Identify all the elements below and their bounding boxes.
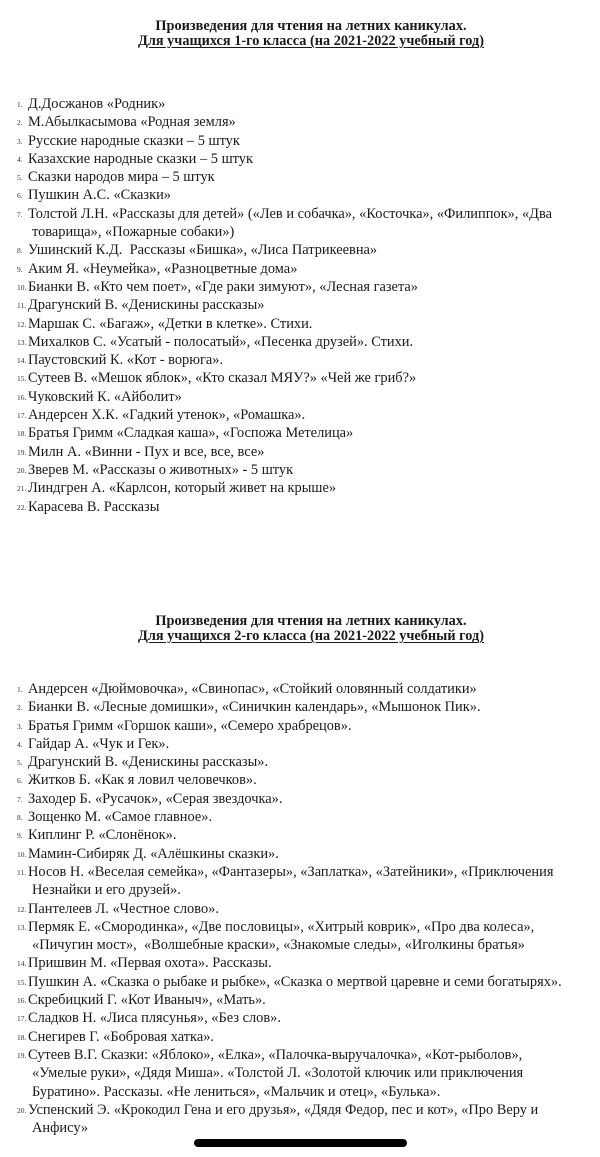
reading-list-grade-2 xyxy=(0,613,600,1137)
item-text: Андерсен Х.К. «Гадкий утенок», «Ромашка». xyxy=(28,407,306,424)
list-item xyxy=(0,735,590,753)
item-text: Пушкин А. «Сказка о рыбаке и рыбке», «Сказка о мертвой царевне и семи богатырях». xyxy=(28,973,562,990)
item-number: 12. xyxy=(17,904,27,914)
item-text: Гайдар А. «Чук и Гек». xyxy=(28,735,170,752)
item-number: 11. xyxy=(17,867,27,877)
list-item xyxy=(0,406,590,424)
item-text-continued: «Умелые руки», «Дядя Миша». «Толстой Л. «Золотой ключик или приключения xyxy=(32,1065,524,1082)
item-text: Андерсен «Дюймовочка», «Свинопас», «Стойкий оловянный солдатики» xyxy=(28,681,477,697)
item-number: 19. xyxy=(17,447,27,457)
item-text: Аким Я. «Неумейка», «Разноцветные дома» xyxy=(28,260,298,277)
item-text: Пермяк Е. «Смородинка», «Две пословицы», «Хитрый коврик», «Про два колеса», xyxy=(28,918,535,935)
section-subtitle-text: Для учащихся 2-го класса (на 2021-2022 учебный год) xyxy=(137,628,484,644)
list-item xyxy=(0,1009,590,1027)
item-text: Скребицкий Г. «Кот Иваныч», «Мать». xyxy=(28,992,266,1009)
list-item xyxy=(0,260,590,278)
list-item xyxy=(0,113,590,131)
item-text: Милн А. «Винни - Пух и все, все, все» xyxy=(28,443,265,460)
list-item xyxy=(0,790,590,808)
item-number: 13. xyxy=(17,922,27,932)
list-item xyxy=(0,296,590,314)
item-number: 6. xyxy=(17,191,23,201)
item-text: Братья Гримм «Сладкая каша», «Госпожа Метелица» xyxy=(28,425,354,442)
item-number: 11. xyxy=(17,301,27,311)
list-item xyxy=(0,461,590,479)
list-item xyxy=(0,680,590,698)
list-item xyxy=(0,369,590,387)
list-item xyxy=(0,150,590,168)
book-list xyxy=(0,95,590,516)
list-item xyxy=(0,863,590,900)
item-text-continued: «Пичугин мост», «Волшебные краски», «Знакомые следы», «Иголкины братья» xyxy=(32,937,525,954)
item-number: 13. xyxy=(17,337,27,347)
item-text-continued: Анфису» xyxy=(32,1120,89,1137)
list-item xyxy=(0,900,590,918)
item-text: Бианки В. «Кто чем поет», «Где раки зимуют», «Лесная газета» xyxy=(28,278,418,295)
list-item xyxy=(0,753,590,771)
item-text: Мамин-Сибиряк Д. «Алёшкины сказки». xyxy=(28,845,279,862)
item-number: 20. xyxy=(17,1105,27,1115)
item-text-continued: товарища», «Пожарные собаки») xyxy=(32,224,235,241)
item-number: 14. xyxy=(17,356,27,366)
item-text: Снегирев Г. «Бобровая хатка». xyxy=(28,1028,214,1045)
item-number: 16. xyxy=(17,996,27,1006)
item-text: Маршак С. «Багаж», «Детки в клетке». Стихи. xyxy=(28,315,313,332)
item-text: Сутеев В. «Мешок яблок», «Кто сказал МЯУ?» «Чей же гриб?» xyxy=(28,370,417,387)
item-number: 21. xyxy=(17,484,27,494)
item-text: Чуковский К. «Айболит» xyxy=(28,388,182,405)
item-text-continued: Буратино». Рассказы. «Не лениться», «Мальчик и отец», «Булька». xyxy=(32,1083,441,1100)
list-item xyxy=(0,479,590,497)
list-item xyxy=(0,717,590,735)
item-number: 7. xyxy=(17,794,23,804)
item-text: Сутеев В.Г. Сказки: «Яблоко», «Елка», «Палочка-выручалочка», «Кот-рыболов», xyxy=(28,1046,523,1063)
item-text: Зощенко М. «Самое главное». xyxy=(28,809,213,826)
item-text: Зверев М. «Рассказы о животных» - 5 штук xyxy=(28,461,294,478)
list-item xyxy=(0,333,590,351)
item-number: 4. xyxy=(17,154,23,164)
section-title: Произведения для чтения на летних каникулах. xyxy=(155,613,467,629)
item-text: Заходер Б. «Русачок», «Серая звездочка». xyxy=(28,790,283,807)
item-number: 19. xyxy=(17,1050,27,1060)
item-number: 3. xyxy=(17,136,23,146)
item-number: 7. xyxy=(17,209,23,219)
item-text: Ушинский К.Д. Рассказы «Бишка», «Лиса Патрикеевна» xyxy=(28,242,378,259)
list-item xyxy=(0,973,590,991)
section-title: Произведения для чтения на летних каникулах. xyxy=(155,18,467,34)
list-item xyxy=(0,698,590,716)
item-text: Братья Гримм «Горшок каши», «Семеро храбрецов». xyxy=(28,717,352,734)
book-list xyxy=(0,680,590,1137)
list-item xyxy=(0,241,590,259)
list-item xyxy=(0,205,590,242)
item-text: Михалков С. «Усатый - полосатый», «Песенка друзей». Стихи. xyxy=(28,333,414,350)
reading-list-grade-1 xyxy=(0,18,600,515)
list-item xyxy=(0,443,590,461)
section-subtitle xyxy=(0,34,600,49)
item-number: 6. xyxy=(17,776,23,786)
item-text: Успенский Э. «Крокодил Гена и его друзья», «Дядя Федор, пес и кот», «Про Веру и xyxy=(28,1101,539,1118)
item-text: Носов Н. «Веселая семейка», «Фантазеры», «Заплатка», «Затейники», «Приключения xyxy=(28,863,554,880)
list-item xyxy=(0,424,590,442)
home-indicator[interactable] xyxy=(194,1139,407,1147)
item-number: 8. xyxy=(17,813,23,823)
list-item xyxy=(0,1028,590,1046)
item-number: 8. xyxy=(17,246,23,256)
item-number: 2. xyxy=(17,118,23,128)
item-text: Пришвин М. «Первая охота». Рассказы. xyxy=(28,955,272,972)
section-subtitle-text: Для учащихся 1-го класса (на 2021-2022 учебный год) xyxy=(137,33,484,49)
item-number: 18. xyxy=(17,1032,27,1042)
item-number: 16. xyxy=(17,392,27,402)
item-text: Драгунский В. «Денискины рассказы» xyxy=(28,297,265,314)
item-number: 3. xyxy=(17,721,23,731)
item-number: 9. xyxy=(17,831,23,841)
list-item xyxy=(0,918,590,955)
item-text: Киплинг Р. «Слонёнок». xyxy=(28,827,177,844)
item-number: 20. xyxy=(17,465,27,475)
list-item xyxy=(0,278,590,296)
item-text: Пушкин А.С. «Сказки» xyxy=(28,187,171,204)
list-item xyxy=(0,771,590,789)
item-text: Карасева В. Рассказы xyxy=(28,498,160,515)
list-item xyxy=(0,808,590,826)
item-text: Линдгрен А. «Карлсон, который живет на крыше» xyxy=(28,480,337,497)
item-number: 14. xyxy=(17,959,27,969)
list-item xyxy=(0,954,590,972)
item-number: 17. xyxy=(17,1014,27,1024)
list-item xyxy=(0,351,590,369)
item-text: Бианки В. «Лесные домишки», «Синичкин календарь», «Мышонок Пик». xyxy=(28,699,481,716)
list-item xyxy=(0,315,590,333)
list-item xyxy=(0,186,590,204)
item-text-continued: Незнайки и его друзей». xyxy=(32,882,181,899)
item-text: Д.Досжанов «Родник» xyxy=(28,96,166,112)
item-text: Толстой Л.Н. «Рассказы для детей» («Лев и собачка», «Косточка», «Филиппок», «Два xyxy=(28,205,552,222)
item-text: Казахские народные сказки – 5 штук xyxy=(28,150,253,167)
list-item xyxy=(0,388,590,406)
item-number: 22. xyxy=(17,502,27,512)
list-item xyxy=(0,498,590,516)
item-text: Сказки народов мира – 5 штук xyxy=(28,169,215,186)
section-subtitle xyxy=(0,629,600,644)
list-item xyxy=(0,1101,590,1138)
item-text: Драгунский В. «Денискины рассказы». xyxy=(28,754,269,771)
item-text: Паустовский К. «Кот - ворюга». xyxy=(28,352,224,369)
item-text: Житков Б. «Как я ловил человечков». xyxy=(28,772,257,789)
item-text: Пантелеев Л. «Честное слово». xyxy=(28,900,219,917)
item-number: 1. xyxy=(17,100,23,109)
item-number: 17. xyxy=(17,411,27,421)
list-item xyxy=(0,132,590,150)
item-number: 2. xyxy=(17,703,23,713)
item-number: 5. xyxy=(17,173,23,183)
item-text: Сладков Н. «Лиса плясунья», «Без слов». xyxy=(28,1010,281,1027)
item-number: 15. xyxy=(17,374,27,384)
list-item xyxy=(0,991,590,1009)
list-item xyxy=(0,95,590,113)
item-number: 18. xyxy=(17,429,27,439)
item-number: 10. xyxy=(17,282,27,292)
item-number: 1. xyxy=(17,685,23,694)
list-item xyxy=(0,826,590,844)
item-number: 4. xyxy=(17,739,23,749)
list-item xyxy=(0,1046,590,1101)
item-number: 10. xyxy=(17,849,27,859)
item-text: М.Абылкасымова «Родная земля» xyxy=(28,114,236,131)
item-number: 5. xyxy=(17,758,23,768)
item-text: Русские народные сказки – 5 штук xyxy=(28,132,240,149)
list-item xyxy=(0,168,590,186)
list-item xyxy=(0,845,590,863)
item-number: 9. xyxy=(17,264,23,274)
item-number: 15. xyxy=(17,977,27,987)
item-number: 12. xyxy=(17,319,27,329)
